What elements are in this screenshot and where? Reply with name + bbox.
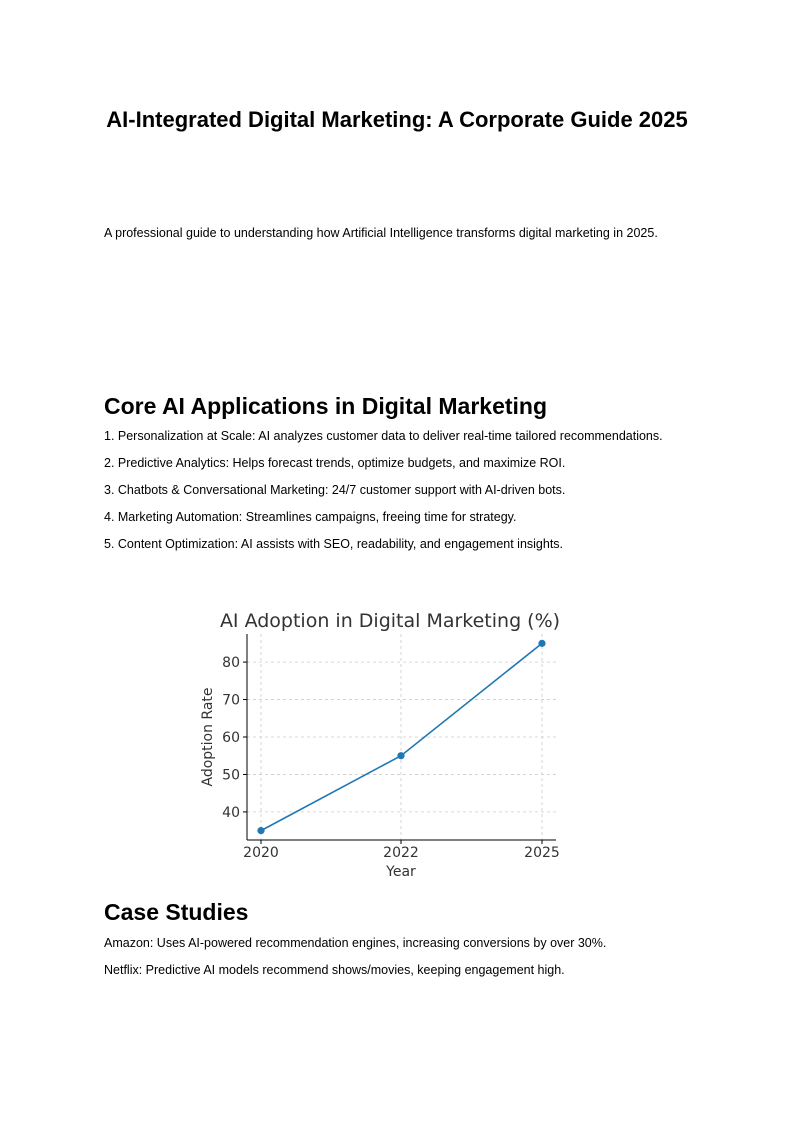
case-study-netflix: Netflix: Predictive AI models recommend shows/movies, keeping engagement high. [104,963,565,977]
list-item-predictive-analytics: 2. Predictive Analytics: Helps forecast trends, optimize budgets, and maximize ROI. [104,456,566,470]
data-point-2025 [538,640,545,647]
x-tick-label: 2022 [383,845,419,861]
data-point-2022 [397,752,404,759]
chart-grid [247,634,556,840]
chart-title: AI Adoption in Digital Marketing (%) [219,610,561,632]
y-tick-label: 60 [222,730,240,746]
adoption-chart [190,600,580,880]
x-tick-label: 2025 [524,845,560,861]
list-item-chatbots: 3. Chatbots & Conversational Marketing: 24/7 customer support with AI-driven bots. [104,483,566,497]
chart-ticks [222,655,560,861]
list-item-marketing-automation: 4. Marketing Automation: Streamlines campaigns, freeing time for strategy. [104,510,517,524]
data-point-2020 [257,827,264,834]
core-applications-list [104,429,664,564]
y-tick-label: 80 [222,655,240,672]
x-tick-label: 2020 [243,845,279,861]
y-axis-label: Adoption Rate [200,687,216,787]
list-item-content-optimization: 5. Content Optimization: AI assists with SEO, readability, and engagement insights. [104,537,564,551]
x-axis-label: Year [386,864,416,880]
y-tick-label: 50 [222,767,240,784]
case-study-amazon: Amazon: Uses AI-powered recommendation engines, increasing conversions by over 30%. [104,936,607,950]
adoption-chart-svg [190,600,580,880]
list-item-personalization: 1. Personalization at Scale: AI analyzes customer data to deliver real-time tailored recommendations. [104,429,663,443]
case-studies-heading: Case Studies [104,899,249,925]
document-title: AI-Integrated Digital Marketing: A Corporate Guide 2025 [106,107,688,132]
chart-points [257,640,545,834]
intro-paragraph: A professional guide to understanding how Artificial Intelligence transforms digital marketing in 2025. [104,226,658,240]
y-tick-label: 40 [222,804,240,821]
core-applications-heading: Core AI Applications in Digital Marketing [104,393,548,419]
case-studies-list [104,936,704,990]
y-tick-label: 70 [222,692,240,709]
